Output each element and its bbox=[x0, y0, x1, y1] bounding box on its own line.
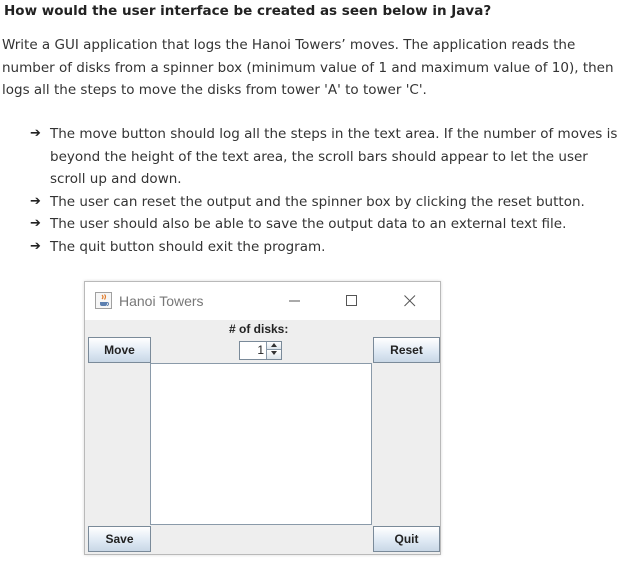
bullet-text: The quit button should exit the program. bbox=[50, 238, 326, 255]
spinner-value[interactable]: 1 bbox=[257, 343, 264, 357]
list-item bbox=[30, 191, 625, 214]
list-item bbox=[30, 213, 625, 236]
list-item bbox=[30, 123, 625, 191]
reset-button[interactable]: Reset bbox=[373, 337, 440, 363]
save-button[interactable]: Save bbox=[88, 526, 151, 552]
maximize-icon[interactable] bbox=[338, 288, 366, 314]
close-icon[interactable] bbox=[396, 288, 424, 314]
arrow-icon: ➔ bbox=[30, 238, 41, 254]
requirements-list bbox=[30, 123, 625, 258]
window-titlebar[interactable] bbox=[85, 282, 440, 320]
arrow-icon: ➔ bbox=[30, 193, 41, 209]
bullet-text: The user can reset the output and the spinner box by clicking the reset button. bbox=[50, 193, 585, 210]
window-title: Hanoi Towers bbox=[119, 293, 204, 309]
spinner-down-icon[interactable] bbox=[266, 350, 281, 359]
java-coffee-icon bbox=[95, 292, 112, 309]
list-item bbox=[30, 236, 625, 259]
bullet-text: The user should also be able to save the output data to an external text file. bbox=[50, 216, 567, 232]
bullet-text: The move button should log all the steps in the text area. If the number of moves is beyond the height of the text area, the scroll bars should appear to let the user scroll up and down. bbox=[50, 126, 618, 187]
arrow-icon: ➔ bbox=[30, 126, 41, 141]
question-title: How would the user interface be created as seen below in Java? bbox=[4, 3, 492, 19]
question-paragraph: Write a GUI application that logs the Hanoi Towers’ moves. The application reads the number of disks from a spinner box (minimum value of 1 and maximum value of 10), then logs all the steps to move the disks from tower 'A' to tower 'C'. bbox=[2, 37, 614, 98]
minimize-icon[interactable] bbox=[281, 288, 309, 314]
spinner-up-icon[interactable] bbox=[266, 342, 281, 350]
output-text-area[interactable] bbox=[150, 363, 372, 525]
quit-button[interactable]: Quit bbox=[373, 526, 440, 552]
move-button[interactable]: Move bbox=[88, 337, 151, 363]
arrow-icon: ➔ bbox=[30, 216, 41, 231]
disks-label: # of disks: bbox=[229, 322, 289, 336]
disks-spinner[interactable] bbox=[239, 341, 282, 360]
hanoi-towers-window bbox=[84, 281, 441, 555]
